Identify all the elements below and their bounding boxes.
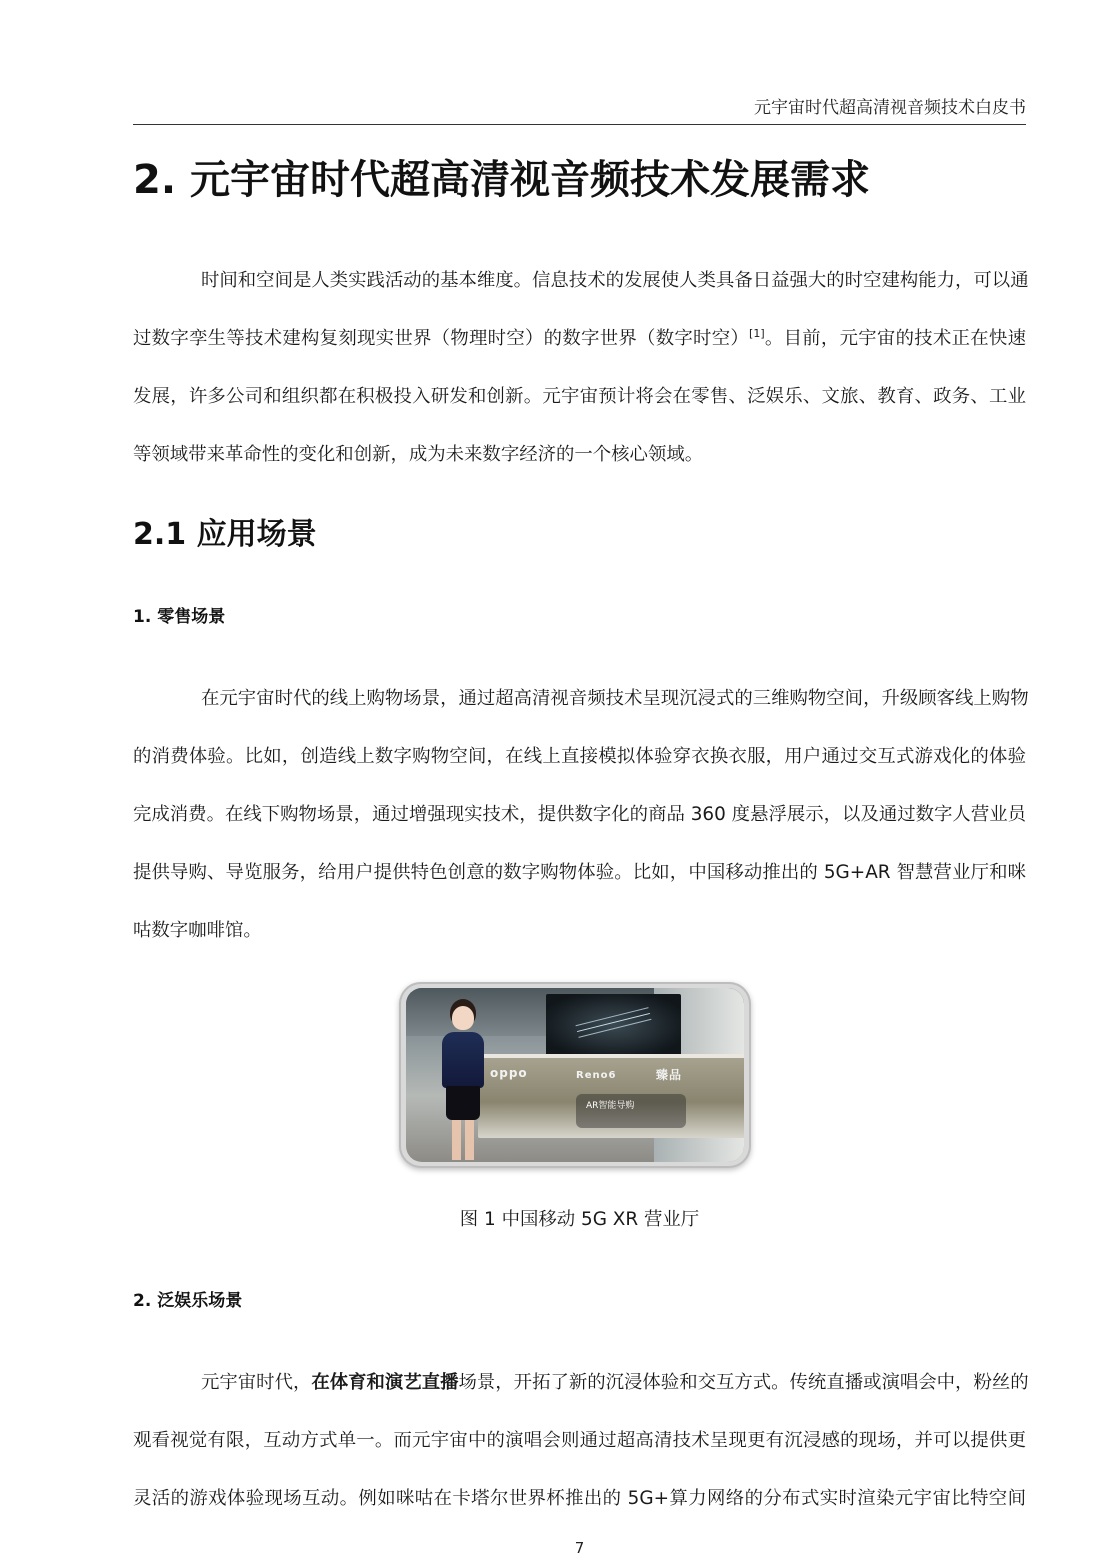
intro-line-2-tail: 。目前，元宇宙的技术正在快速 xyxy=(764,328,1026,349)
retail-line-4: 提供导购、导览服务，给用户提供特色创意的数字购物体验。比如，中国移动推出的 5G+AR 智慧营业厅和咪 xyxy=(133,862,1026,883)
retail-paragraph xyxy=(133,684,1029,974)
digital-human-skirt xyxy=(446,1086,480,1120)
intro-paragraph xyxy=(133,266,1029,498)
ar-guide-label: AR智能导购 xyxy=(586,1101,635,1111)
intro-line-2-text: 过数字孪生等技术建构复刻现实世界（物理时空）的数字世界（数字时空） xyxy=(133,328,750,349)
retail-line-3: 完成消费。在线下购物场景，通过增强现实技术，提供数字化的商品 360 度悬浮展示，以及通过数字人营业员 xyxy=(133,804,1026,825)
chapter-title: 2. 元宇宙时代超高清视音频技术发展需求 xyxy=(133,157,870,203)
section-title: 2.1 应用场景 xyxy=(133,517,317,552)
entertainment-line-2: 观看视觉有限，互动方式单一。而元宇宙中的演唱会则通过超高清技术呈现更有沉浸感的现场，并可以提供更 xyxy=(133,1430,1026,1451)
entertainment-line-1-bold: 在体育和演艺直播 xyxy=(311,1372,459,1393)
entertainment-paragraph xyxy=(133,1368,1029,1542)
entertainment-title: 2. 泛娱乐场景 xyxy=(133,1291,243,1311)
page-number: 7 xyxy=(574,1539,585,1557)
entertainment-line-3: 灵活的游戏体验现场互动。例如咪咕在卡塔尔世界杯推出的 5G+算力网络的分布式实时渲染元宇宙比特空间 xyxy=(133,1488,1026,1509)
store-display-screen xyxy=(546,994,681,1056)
retail-line-2: 的消费体验。比如，创造线上数字购物空间，在线上直接模拟体验穿衣换衣服，用户通过交互式游戏化的体验 xyxy=(133,746,1026,767)
entertainment-line-1-pre: 元宇宙时代， xyxy=(201,1372,312,1393)
retail-title: 1. 零售场景 xyxy=(133,607,226,627)
retail-line-1: 在元宇宙时代的线上购物场景，通过超高清视音频技术呈现沉浸式的三维购物空间，升级顾客线上购物 xyxy=(201,688,1029,709)
digital-human-body xyxy=(442,1032,484,1088)
digital-human-head xyxy=(452,1006,474,1030)
entertainment-line-1-post: 场景，开拓了新的沉浸体验和交互方式。传统直播或演唱会中，粉丝的 xyxy=(458,1372,1029,1393)
brand-label-oppo: oppo xyxy=(490,1066,528,1080)
figure-caption: 图 1 中国移动 5G XR 营业厅 xyxy=(459,1209,700,1230)
figure-phone-photo xyxy=(399,982,751,1168)
entertainment-line-1 xyxy=(133,1368,1029,1426)
brand-label-premium: 臻品 xyxy=(656,1068,683,1082)
brand-label-reno: Reno6 xyxy=(576,1070,617,1081)
retail-line-5: 咕数字咖啡馆。 xyxy=(133,920,262,941)
intro-line-3: 发展，许多公司和组织都在积极投入研发和创新。元宇宙预计将会在零售、泛娱乐、文旅、教育、政务、工业 xyxy=(133,386,1026,407)
intro-line-4: 等领域带来革命性的变化和创新，成为未来数字经济的一个核心领域。 xyxy=(133,444,704,465)
intro-line-1: 时间和空间是人类实践活动的基本维度。信息技术的发展使人类具备日益强大的时空建构能力，可以通 xyxy=(201,270,1029,291)
citation-ref: [1] xyxy=(749,326,765,340)
digital-human-legs xyxy=(452,1120,474,1160)
running-header: 元宇宙时代超高清视音频技术白皮书 xyxy=(754,98,1026,118)
intro-line-2 xyxy=(133,324,1026,382)
header-rule xyxy=(133,124,1026,125)
phone-screen xyxy=(406,988,744,1162)
